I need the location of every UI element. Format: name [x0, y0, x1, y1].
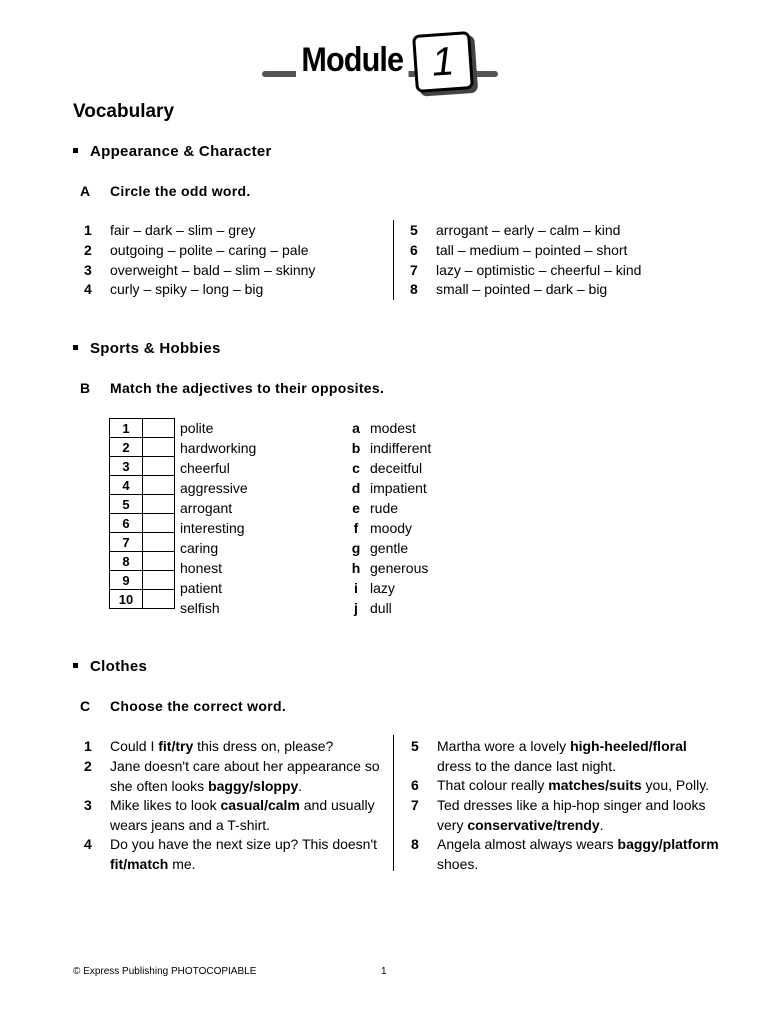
- table-row: [110, 590, 175, 609]
- item-letter: e: [352, 500, 360, 516]
- text-line: [437, 835, 727, 855]
- adjective: polite: [180, 420, 214, 436]
- list-item: [411, 796, 731, 835]
- item-number: 6: [110, 514, 143, 533]
- word-choice: fit/match: [110, 855, 169, 872]
- text-line: [437, 776, 727, 796]
- item-number: 3: [84, 261, 92, 278]
- table-row: [110, 552, 175, 571]
- list-item: [410, 280, 710, 300]
- opposite-word: rude: [370, 500, 399, 516]
- plain-text: Martha wore a lovely: [437, 738, 571, 754]
- word-choice: baggy/sloppy: [208, 777, 299, 794]
- adjective: honest: [180, 560, 223, 576]
- exercise-instruction: Match the adjectives to their opposites.: [110, 380, 385, 396]
- plain-text: wears jeans and a T-shirt.: [110, 816, 271, 833]
- exercise-c-heading: [80, 698, 286, 714]
- bullet-icon: [73, 148, 78, 153]
- answer-cell: [143, 476, 175, 495]
- item-number: 9: [110, 571, 143, 590]
- table-row: [110, 457, 175, 476]
- item-number: 5: [411, 738, 419, 754]
- exercise-a-heading: [80, 183, 251, 199]
- module-banner: [262, 30, 500, 92]
- item-number: 3: [110, 457, 143, 476]
- plain-text: That colour really: [437, 777, 549, 793]
- page-number: 1: [381, 966, 387, 977]
- plain-text: Angela almost always wears: [437, 836, 618, 852]
- item-number: 7: [410, 261, 418, 278]
- answer-cell: [143, 419, 175, 438]
- list-item: [84, 261, 384, 281]
- plain-text: Could I: [110, 738, 159, 754]
- list-item: [84, 241, 384, 261]
- item-letter: j: [354, 600, 358, 616]
- subsection-clothes: [73, 658, 147, 675]
- opposite-word: impatient: [370, 480, 427, 496]
- plain-text: very: [437, 816, 468, 833]
- exercise-b-heading: [80, 380, 384, 396]
- item-number: 7: [411, 797, 419, 813]
- item-number: 8: [110, 552, 143, 571]
- bullet-icon: [73, 345, 78, 350]
- item-text: [437, 796, 727, 835]
- answer-cell: [143, 514, 175, 533]
- text-line: [437, 816, 727, 836]
- item-text: [437, 835, 727, 874]
- item-number: 4: [110, 476, 143, 495]
- plain-text: shoes.: [437, 855, 479, 872]
- text-line: [437, 757, 727, 777]
- item-number: 4: [84, 281, 92, 298]
- item-text: [110, 796, 400, 835]
- plain-text: me.: [168, 855, 196, 872]
- adjective: aggressive: [180, 480, 248, 496]
- item-text: [110, 737, 400, 757]
- word-choice: high-heeled/floral: [570, 738, 687, 754]
- item-number: 1: [84, 222, 92, 238]
- opposite-word: gentle: [370, 540, 409, 556]
- exercise-letter: A: [80, 183, 91, 199]
- exercise-letter: C: [80, 698, 91, 714]
- item-number: 1: [110, 419, 143, 438]
- subsection-label: Appearance & Character: [90, 143, 272, 160]
- adjective: hardworking: [180, 440, 257, 456]
- bullet-icon: [73, 663, 78, 668]
- item-number: 6: [410, 241, 418, 258]
- item-letter: a: [352, 420, 360, 436]
- list-item: [411, 835, 731, 874]
- opposite-word: lazy: [370, 580, 395, 596]
- column-divider: [393, 220, 394, 300]
- word-choice: conservative/trendy: [467, 816, 600, 833]
- text-line: [110, 816, 400, 836]
- text-line: [110, 796, 400, 816]
- text-line: [110, 757, 400, 777]
- answer-cell: [143, 552, 175, 571]
- subsection-label: Sports & Hobbies: [90, 340, 221, 357]
- item-text: outgoing – polite – caring – pale: [110, 241, 309, 258]
- adjective: selfish: [180, 600, 220, 616]
- list-item: [411, 737, 731, 776]
- adjective: patient: [180, 580, 223, 596]
- exercise-instruction: Circle the odd word.: [110, 183, 251, 199]
- text-line: [437, 737, 727, 757]
- plain-text: Ted dresses like a hip-hop singer and looks: [437, 797, 706, 813]
- item-number: 2: [110, 438, 143, 457]
- item-text: arrogant – early – calm – kind: [436, 222, 621, 238]
- plain-text: .: [599, 816, 604, 833]
- opposite-word: modest: [370, 420, 416, 436]
- table-row: [110, 533, 175, 552]
- text-line: [437, 855, 727, 875]
- item-text: curly – spiky – long – big: [110, 281, 264, 298]
- list-item: [84, 280, 384, 300]
- plain-text: dress to the dance last night.: [437, 757, 616, 774]
- table-row: [110, 476, 175, 495]
- module-number: 1: [412, 31, 474, 93]
- item-letter: f: [353, 520, 359, 536]
- footer-copyright: © Express Publishing PHOTOCOPIABLE: [73, 966, 257, 977]
- item-number: 10: [110, 590, 143, 609]
- section-title: Vocabulary: [73, 101, 175, 122]
- item-text: tall – medium – pointed – short: [436, 241, 628, 258]
- item-text: [110, 835, 400, 874]
- adjective: caring: [180, 540, 219, 556]
- opposite-word: dull: [370, 600, 392, 616]
- subsection-label: Clothes: [90, 658, 148, 675]
- answer-grid: [109, 418, 175, 609]
- list-item: [410, 241, 710, 261]
- word-choice: baggy/platform: [617, 836, 719, 852]
- item-text: [437, 737, 727, 776]
- answer-cell: [143, 495, 175, 514]
- answer-cell: [143, 438, 175, 457]
- item-letter: c: [352, 460, 360, 476]
- item-text: [110, 757, 400, 796]
- table-row: [110, 571, 175, 590]
- answer-cell: [143, 590, 175, 609]
- item-letter: h: [351, 560, 361, 576]
- item-number: 2: [84, 241, 92, 258]
- column-divider: [393, 735, 394, 871]
- list-item: [84, 796, 404, 835]
- list-item: [84, 737, 404, 757]
- item-text: lazy – optimistic – cheerful – kind: [436, 261, 642, 278]
- plain-text: Jane doesn't care about her appearance so: [110, 758, 380, 774]
- item-number: 1: [84, 738, 92, 754]
- text-line: [110, 777, 400, 797]
- item-number: 7: [110, 533, 143, 552]
- item-text: fair – dark – slim – grey: [110, 222, 256, 238]
- word-choice: fit/try: [158, 738, 194, 754]
- item-letter: b: [351, 440, 361, 456]
- subsection-appearance: [73, 143, 272, 160]
- answer-cell: [143, 533, 175, 552]
- word-choice: matches/suits: [548, 777, 642, 793]
- answer-cell: [143, 571, 175, 590]
- adjective: arrogant: [180, 500, 233, 516]
- item-text: small – pointed – dark – big: [436, 281, 608, 298]
- exercise-instruction: Choose the correct word.: [110, 698, 287, 714]
- plain-text: and usually: [299, 797, 375, 813]
- list-item: [410, 221, 710, 241]
- list-item: [411, 776, 731, 796]
- item-number: 5: [410, 222, 418, 238]
- opposite-word: generous: [370, 560, 429, 576]
- plain-text: Mike likes to look: [110, 797, 221, 813]
- item-text: overweight – bald – slim – skinny: [110, 261, 316, 278]
- plain-text: this dress on, please?: [193, 738, 334, 754]
- module-title: Module: [296, 40, 408, 80]
- adjective: cheerful: [180, 460, 230, 476]
- list-item: [84, 221, 384, 241]
- item-letter: i: [354, 580, 358, 596]
- item-number: 5: [110, 495, 143, 514]
- plain-text: .: [298, 777, 303, 794]
- subsection-sports: [73, 340, 221, 357]
- list-item: [410, 261, 710, 281]
- plain-text: Do you have the next size up? This doesn't: [110, 836, 378, 852]
- item-letter: g: [351, 540, 361, 556]
- item-letter: d: [351, 480, 361, 496]
- item-number: 6: [411, 777, 419, 793]
- answer-cell: [143, 457, 175, 476]
- item-number: 2: [84, 758, 92, 774]
- text-line: [110, 855, 400, 875]
- text-line: [110, 835, 400, 855]
- opposite-word: indifferent: [370, 440, 432, 456]
- table-row: [110, 438, 175, 457]
- list-item: [84, 835, 404, 874]
- table-row: [110, 514, 175, 533]
- item-text: [437, 776, 727, 796]
- adjective: interesting: [180, 520, 245, 536]
- plain-text: she often looks: [110, 777, 209, 794]
- plain-text: you, Polly.: [641, 777, 710, 793]
- item-number: 8: [411, 836, 419, 852]
- item-number: 8: [410, 281, 418, 298]
- item-number: 3: [84, 797, 92, 813]
- text-line: [110, 737, 400, 757]
- exercise-letter: B: [80, 380, 91, 396]
- table-row: [110, 495, 175, 514]
- item-number: 4: [84, 836, 92, 852]
- opposite-word: moody: [370, 520, 413, 536]
- list-item: [84, 757, 404, 796]
- word-choice: casual/calm: [220, 797, 300, 813]
- text-line: [437, 796, 727, 816]
- table-row: [110, 419, 175, 438]
- opposite-word: deceitful: [370, 460, 423, 476]
